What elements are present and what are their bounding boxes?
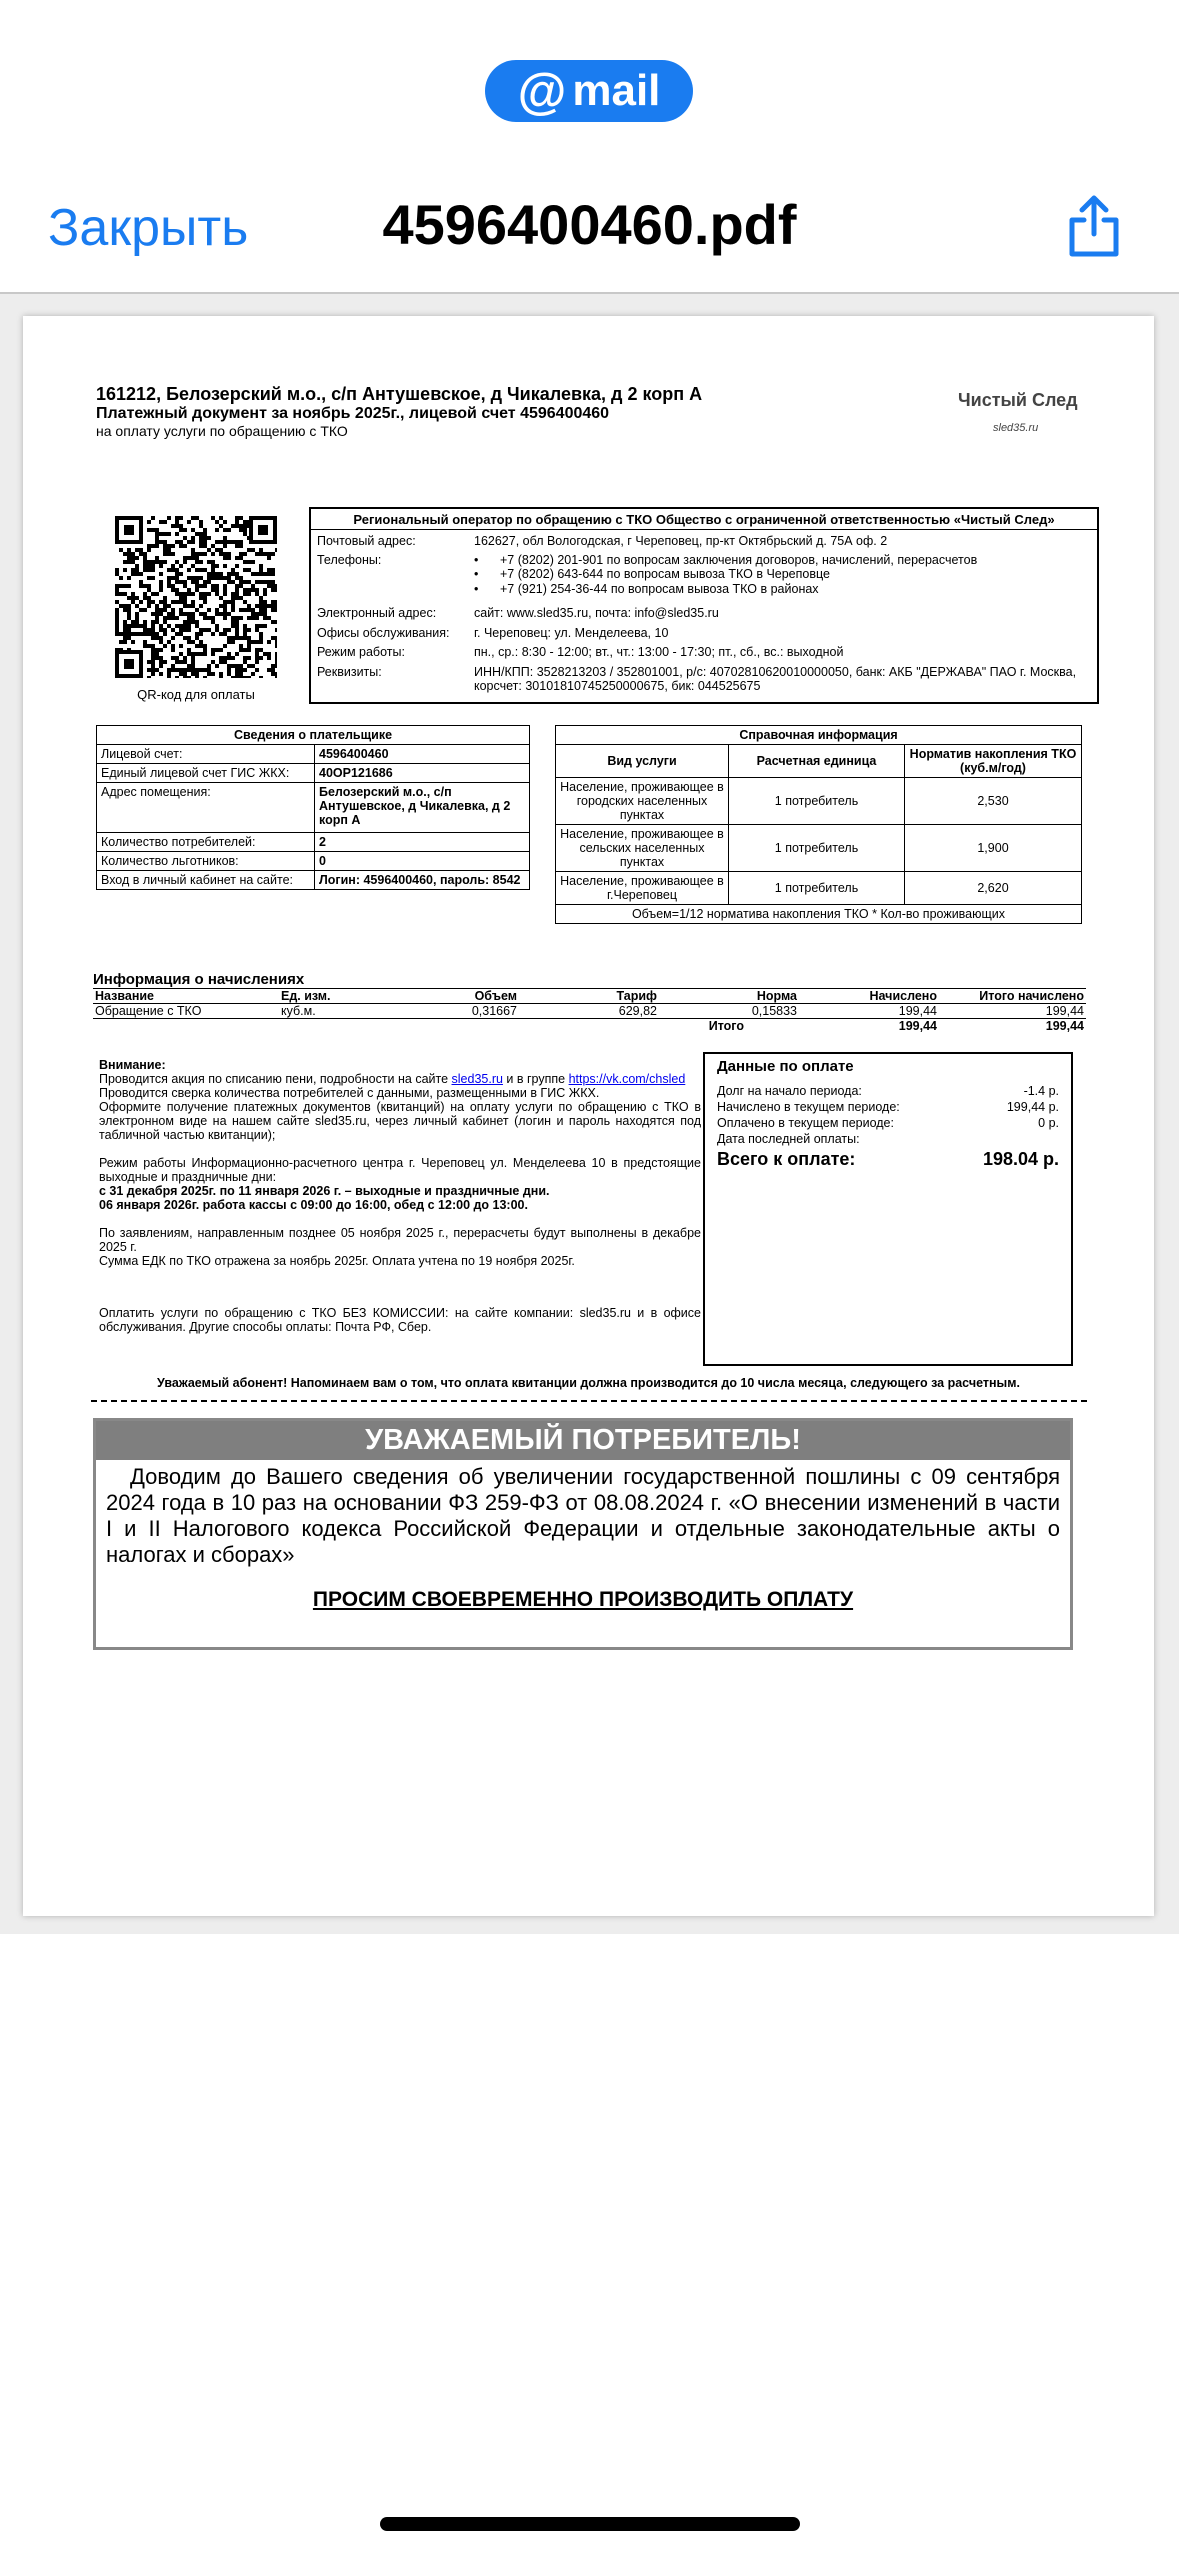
consumer-notice: [93, 1418, 1073, 1650]
holidays-text: с 31 декабря 2025г. по 11 января 2026 г. – выходные и праздничные дни.: [99, 1184, 550, 1198]
operator-phones-row: Телефоны: • +7 (8202) 201-901 по вопросам заключения договоров, начислений, перерасчетов • +7 (8202) 643-644 по вопросам вывоза ТКО в Череповце • +7 (921) 254-36-44 по вопросам вывоза ТКО в районах: [311, 553, 1097, 597]
payment-reminder: Уважаемый абонент! Напоминаем вам о том, что оплата квитанции должна производится до 10 числа месяца, следующего за расчетным.: [157, 1376, 1020, 1390]
notice-body: Доводим до Вашего сведения об увеличении государственной пошлины с 09 сентября 2024 года в 10 раз на основании ФЗ 259-ФЗ от 08.08.2024 г. «О внесении изменений в части I и II Налогового кодекса Российской Федерации и отдельные законодательные акты о налогах и сборах»: [106, 1464, 1060, 1567]
company-logo-site: sled35.ru: [993, 422, 1039, 434]
operator-row: Реквизиты: ИНН/КПП: 3528213203 / 352801001, р/с: 40702810620010000050, банк: АКБ "ДЕРЖАВА" ПАО г. Москва, корсчет: 30101810745250000675, бик: 044525675: [317, 664, 1077, 693]
charges-table: Название Ед. изм. Объем Тариф Норма Начислено Итого начислено Обращение с ТКО куб.м. 0,31667 629,82 0,15833 199,44 199,44 Итого 199,44 199,44: [95, 989, 1084, 1033]
attention-label: Внимание:: [99, 1058, 166, 1072]
qr-label: QR-код для оплаты: [137, 687, 255, 702]
cash-text: 06 января 2026г. работа кассы с 09:00 до 16:00, обед с 12:00 до 13:00.: [99, 1198, 528, 1212]
table-row: Количество льготников: 0: [97, 852, 530, 871]
reference-info-table: Справочная информация Вид услуги Расчетная единица Норматив накопления ТКО (куб.м/год) Население, проживающее в городских населенных пунктах 1 потребитель 2,530 Население, проживающее в сельских населенных пунктах 1 потребитель 1,900 Население, проживающее в г.Череповец 1 потребитель 2,620 Объем=1/12 норматива накопления ТКО * Кол-во проживающих: [555, 725, 1082, 924]
pay-ways-text: Оплатить услуги по обращению с ТКО БЕЗ КОМИССИИ: на сайте компании: sled35.ru и в офисе обслуживания. Другие способы оплаты: Почта РФ, Сбер.: [99, 1306, 701, 1334]
table-row: Адрес помещения: Белозерский м.о., с/п Антушевское, д Чикалевка, д 2 корп А: [97, 783, 530, 833]
reference-footer: Объем=1/12 норматива накопления ТКО * Кол-во проживающих: [556, 905, 1082, 924]
close-button[interactable]: Закрыть: [48, 199, 249, 257]
operator-row: Почтовый адрес: 162627, обл Вологодская, г Череповец, пр-кт Октябрьский д. 75А оф. 2: [317, 534, 888, 548]
phone-item: • +7 (8202) 201-901 по вопросам заключения договоров, начислений, перерасчетов: [474, 553, 1091, 568]
payment-data-box: [703, 1052, 1073, 1366]
operator-row: Офисы обслуживания: г. Череповец: ул. Менделеева, 10: [317, 625, 669, 640]
vk-link[interactable]: https://vk.com/chsled: [568, 1072, 686, 1086]
payment-row: Начислено в текущем периоде: 199,44 р.: [717, 1100, 1059, 1114]
payment-title: Данные по оплате: [717, 1058, 854, 1075]
mail-app-badge[interactable]: [485, 60, 693, 122]
schedule-text: Режим работы Информационно-расчетного центра г. Череповец ул. Менделеева 10 в предстоящие выходные и праздничные дни:: [99, 1156, 701, 1184]
operator-row: Электронный адрес: сайт: www.sled35.ru, почта: info@sled35.ru: [317, 606, 719, 620]
payer-info-table: [96, 725, 530, 890]
payment-row: Оплачено в текущем периоде: 0 р.: [717, 1116, 1059, 1130]
share-icon[interactable]: [1064, 194, 1124, 258]
phone-item: • +7 (8202) 643-644 по вопросам вывоза ТКО в Череповце: [474, 567, 1091, 582]
reference-table-title: Справочная информация: [556, 726, 1082, 745]
document-subtitle: на оплату услуги по обращению с ТКО: [96, 423, 348, 439]
payer-address-heading: 161212, Белозерский м.о., с/п Антушевское, д Чикалевка, д 2 корп А: [96, 384, 703, 404]
table-row: Население, проживающее в г.Череповец 1 потребитель 2,620: [556, 872, 1082, 905]
table-row: Количество потребителей: 2: [97, 833, 530, 852]
table-row: Население, проживающее в сельских населенных пунктах 1 потребитель 1,900: [556, 825, 1082, 872]
operator-row: Режим работы: пн., ср.: 8:30 - 12:00; вт., чт.: 13:00 - 17:30; пт., сб., вс.: выходной: [317, 645, 844, 659]
payment-row: Долг на начало периода: -1.4 р.: [717, 1084, 1059, 1098]
notes-block: [99, 1058, 701, 1334]
table-row: Вход в личный кабинет на сайте: Логин: 4596400460, пароль: 8542: [97, 871, 530, 890]
charges-total-row: Итого 199,44 199,44: [708, 1019, 1084, 1033]
table-row: Лицевой счет: 4596400460: [97, 745, 530, 764]
payment-total: Всего к оплате: 198.04 р.: [717, 1149, 1059, 1169]
receipt-text: Оформите получение платежных документов (квитанций) на оплату услуги по обращению с ТКО в электронном виде на нашем сайте sled35.ru, через личный кабинет (логин и пароль находятся под табличной частью квитанции);: [99, 1100, 701, 1142]
phone-item: • +7 (921) 254-36-44 по вопросам вывоза ТКО в районах: [474, 582, 1091, 597]
operator-title: Региональный оператор по обращению с ТКО Общество с ограниченной ответственностью «Чистый След»: [311, 509, 1097, 530]
table-row: Население, проживающее в городских населенных пунктах 1 потребитель 2,530: [556, 778, 1082, 825]
notice-title: УВАЖАЕМЫЙ ПОТРЕБИТЕЛЬ!: [96, 1421, 1070, 1460]
pdf-page[interactable]: [23, 316, 1154, 1916]
cut-line: [91, 1400, 1087, 1402]
mail-label: mail: [572, 66, 661, 115]
promo-text: Проводится акция по списанию пени, подробности на сайте sled35.ru и в группе https://vk.com/chsled: [99, 1072, 686, 1086]
file-title: 4596400460.pdf: [382, 193, 797, 256]
check-text: Проводится сверка количества потребителей с данными, размещенными в ГИС ЖКХ.: [99, 1086, 600, 1100]
site-link[interactable]: sled35.ru: [451, 1072, 503, 1086]
at-icon: @: [517, 63, 567, 119]
recalc-text: По заявлениям, направленным позднее 05 ноября 2025 г., перерасчеты будут выполнены в декабре 2025 г.: [99, 1226, 701, 1254]
table-row: Обращение с ТКО куб.м. 0,31667 629,82 0,15833 199,44 199,44: [95, 1004, 1084, 1018]
edk-text: Сумма ЕДК по ТКО отражена за ноябрь 2025г. Оплата учтена по 19 ноября 2025г.: [99, 1254, 575, 1268]
home-indicator[interactable]: [380, 2517, 800, 2531]
document-title: Платежный документ за ноябрь 2025г., лицевой счет 4596400460: [96, 405, 610, 422]
payment-row: Дата последней оплаты:: [717, 1132, 860, 1146]
company-logo: Чистый След: [958, 390, 1078, 410]
qr-code-icon: [115, 516, 277, 678]
notice-cta: ПРОСИМ СВОЕВРЕМЕННО ПРОИЗВОДИТЬ ОПЛАТУ: [312, 1588, 854, 1611]
operator-info-box: [309, 507, 1099, 704]
payer-table-title: Сведения о плательщике: [97, 726, 530, 745]
charges-title: Информация о начислениях: [93, 971, 305, 988]
table-row: Единый лицевой счет ГИС ЖКХ: 40ОР121686: [97, 764, 530, 783]
